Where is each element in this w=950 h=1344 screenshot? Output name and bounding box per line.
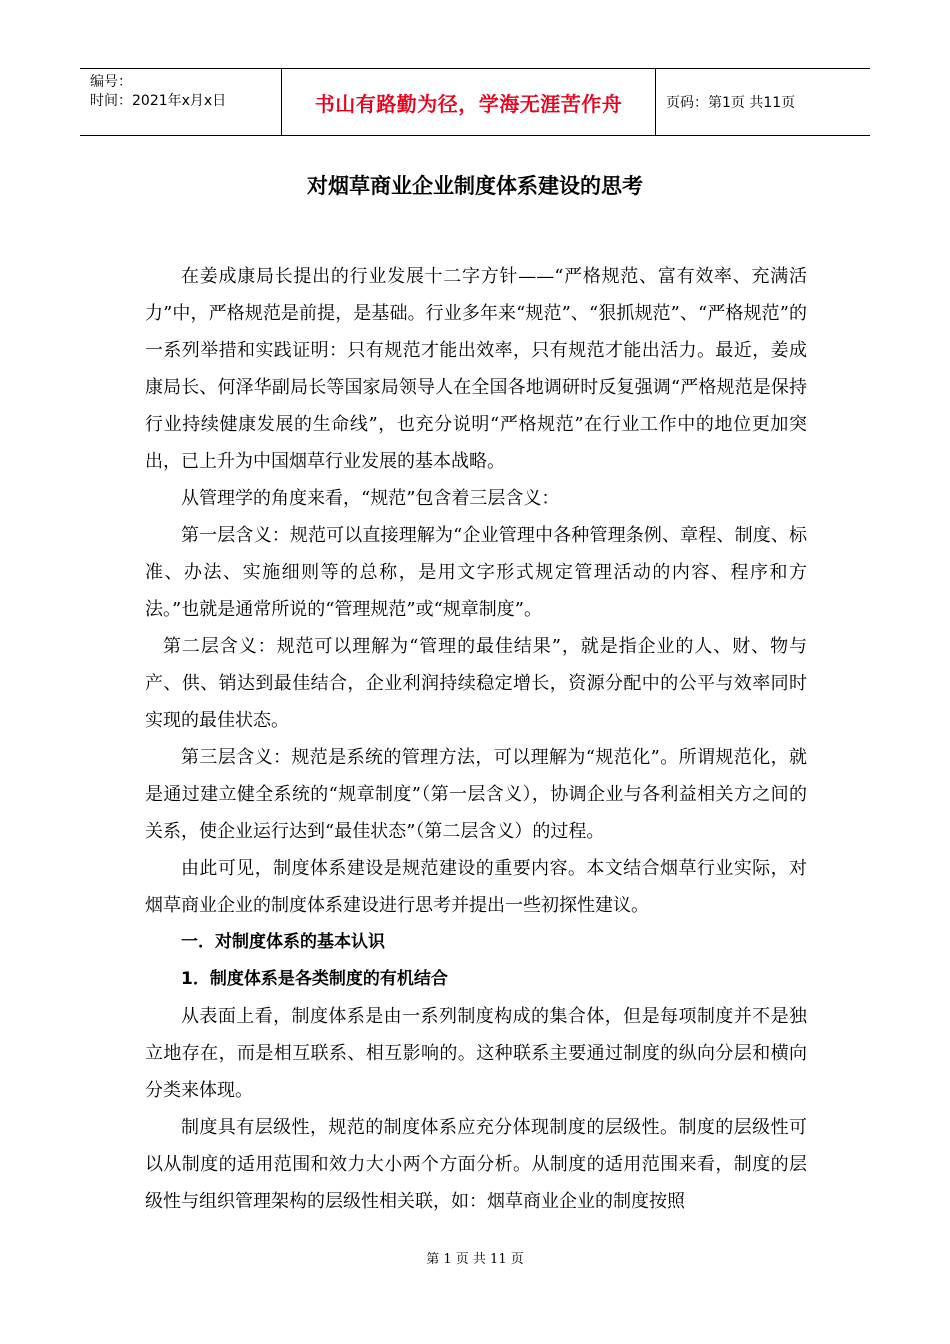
page-footer: 第 1 页 共 11 页 [426,1252,524,1267]
paragraph: 第三层含义：规范是系统的管理方法，可以理解为“规范化”。所谓规范化，就是通过建立健全系统的“规章制度”（第一层含义），协调企业与各利益相关方之间的关系，使企业运行达到“最佳状态”（第二层含义）的过程。 [145,747,807,842]
header-page-cell [656,69,870,135]
paragraph: 从表面上看，制度体系是由一系列制度构成的集合体，但是每项制度并不是独立地存在，而是相互联系、相互影响的。这种联系主要通过制度的纵向分层和横向分类来体现。 [145,1006,807,1101]
header-motto: 书山有路勤为径，学海无涯苦作舟 [314,91,623,116]
header-page-info: 页码：第1页 共11页 [666,95,796,111]
paragraph: 在姜成康局长提出的行业发展十二字方针——“严格规范、富有效率、充满活力”中，严格规范是前提，是基础。行业多年来“规范”、“狠抓规范”、“严格规范”的一系列举措和实践证明：只有规范才能出效率，只有规范才能出活力。最近，姜成康局长、何泽华副局长等国家局领导人在全国各地调研时反复强调“严格规范是保持行业持续健康发展的生命线”，也充分说明“严格规范”在行业工作中的地位更加突出，已上升为中国烟草行业发展的基本战略。 [145,266,807,472]
header-meta-cell [80,69,282,135]
paragraph: 第二层含义：规范可以理解为“管理的最佳结果”，就是指企业的人、财、物与产、供、销达到最佳结合，企业利润持续稳定增长，资源分配中的公平与效率同时实现的最佳状态。 [145,636,807,731]
document-date-label: 时间：2021年x月x日 [90,93,227,109]
document-title: 对烟草商业企业制度体系建设的思考 [307,174,643,198]
header-table [80,68,870,136]
subsection-heading: 1．制度体系是各类制度的有机结合 [181,969,448,989]
paragraph: 制度具有层级性，规范的制度体系应充分体现制度的层级性。制度的层级性可以从制度的适用范围和效力大小两个方面分析。从制度的适用范围来看，制度的层级性与组织管理架构的层级性相关联，如：烟草商业企业的制度按照 [145,1117,807,1212]
document-number-label: 编号： [90,74,132,90]
paragraph: 从管理学的角度来看，“规范”包含着三层含义： [181,488,560,509]
paragraph: 第一层含义：规范可以直接理解为“企业管理中各种管理条例、章程、制度、标准、办法、实施细则等的总称，是用文字形式规定管理活动的内容、程序和方法。”也就是通常所说的“管理规范”或“规章制度”。 [145,525,807,620]
document-body [145,258,807,1220]
section-heading: 一．对制度体系的基本认识 [181,932,385,952]
header-motto-cell [282,69,656,135]
paragraph: 由此可见，制度体系建设是规范建设的重要内容。本文结合烟草行业实际，对烟草商业企业的制度体系建设进行思考并提出一些初探性建议。 [145,858,807,916]
